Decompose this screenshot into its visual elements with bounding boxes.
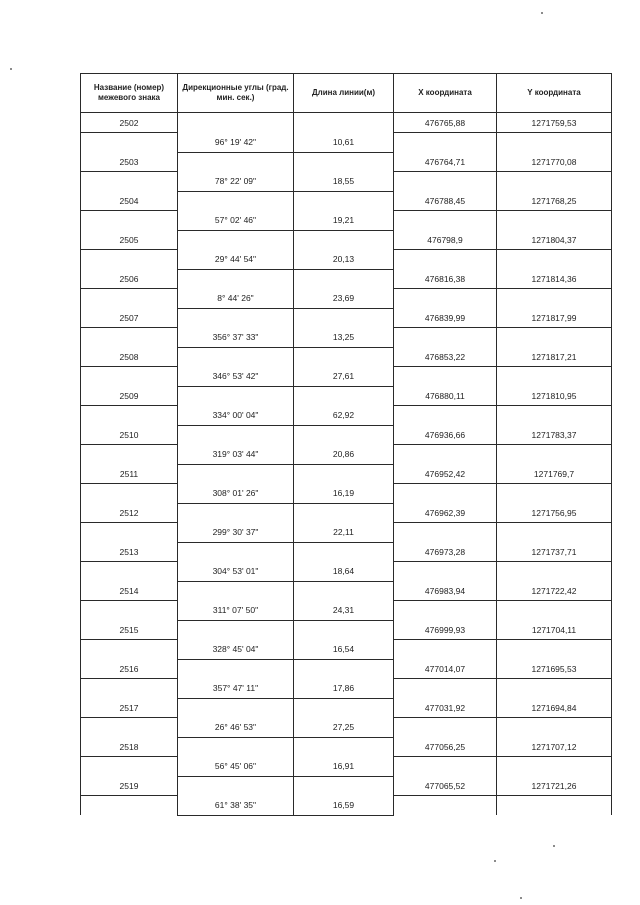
empty-cell: [81, 211, 178, 231]
empty-cell: [294, 464, 394, 484]
empty-cell: [394, 601, 497, 621]
empty-cell: [394, 406, 497, 426]
empty-cell: [81, 172, 178, 192]
empty-cell: [394, 211, 497, 231]
y-coordinate: 1271769,7: [497, 464, 612, 484]
segment-row: [81, 445, 612, 465]
point-row: [81, 308, 612, 328]
y-coordinate: 1271768,25: [497, 191, 612, 211]
segment-row: [81, 679, 612, 699]
point-row: [81, 230, 612, 250]
empty-cell: [178, 737, 294, 757]
x-coordinate: 476999,93: [394, 620, 497, 640]
x-coordinate: 476983,94: [394, 581, 497, 601]
segment-row: [81, 250, 612, 270]
empty-cell: [497, 406, 612, 426]
x-coordinate: 476973,28: [394, 542, 497, 562]
x-coordinate: 476853,22: [394, 347, 497, 367]
boundary-coordinates-table: [80, 73, 612, 816]
y-coordinate: 1271817,21: [497, 347, 612, 367]
header-line-length: Длина линии(м): [294, 74, 394, 113]
empty-cell: [178, 113, 294, 133]
empty-cell: [81, 289, 178, 309]
empty-cell: [178, 347, 294, 367]
empty-cell: [497, 718, 612, 738]
y-coordinate: 1271810,95: [497, 386, 612, 406]
segment-row: [81, 523, 612, 543]
header-direction-angle: Дирекционные углы (град. мин. сек.): [178, 74, 294, 113]
y-coordinate: 1271783,37: [497, 425, 612, 445]
y-coordinate: 1271814,36: [497, 269, 612, 289]
empty-cell: [178, 464, 294, 484]
direction-angle: 356° 37' 33": [178, 328, 294, 348]
segment-row: [81, 562, 612, 582]
line-length: 27,25: [294, 718, 394, 738]
empty-cell: [178, 503, 294, 523]
empty-cell: [394, 640, 497, 660]
header-row: [81, 74, 612, 113]
line-length: 16,91: [294, 757, 394, 777]
empty-cell: [497, 328, 612, 348]
empty-cell: [178, 776, 294, 796]
direction-angle: 96° 19' 42": [178, 133, 294, 153]
empty-cell: [178, 308, 294, 328]
line-length: 18,64: [294, 562, 394, 582]
empty-cell: [394, 718, 497, 738]
point-row: [81, 347, 612, 367]
header-point-name: Название (номер) межевого знака: [81, 74, 178, 113]
empty-cell: [81, 367, 178, 387]
segment-row: [81, 211, 612, 231]
empty-cell: [81, 445, 178, 465]
empty-cell: [81, 133, 178, 153]
scan-speck: [10, 68, 12, 70]
line-length: 19,21: [294, 211, 394, 231]
empty-cell: [497, 133, 612, 153]
empty-cell: [178, 620, 294, 640]
empty-cell: [394, 757, 497, 777]
empty-cell: [394, 484, 497, 504]
line-length: 16,19: [294, 484, 394, 504]
scan-speck: [494, 860, 496, 862]
segment-row: [81, 601, 612, 621]
empty-cell: [81, 718, 178, 738]
empty-cell: [294, 737, 394, 757]
x-coordinate: 476788,45: [394, 191, 497, 211]
line-length: 23,69: [294, 289, 394, 309]
empty-cell: [497, 211, 612, 231]
empty-cell: [178, 152, 294, 172]
point-row: [81, 503, 612, 523]
empty-cell: [81, 250, 178, 270]
point-row: [81, 698, 612, 718]
empty-cell: [294, 152, 394, 172]
x-coordinate: 477014,07: [394, 659, 497, 679]
empty-cell: [294, 581, 394, 601]
segment-row: [81, 718, 612, 738]
empty-cell: [81, 484, 178, 504]
point-name: 2505: [81, 230, 178, 250]
x-coordinate: 476880,11: [394, 386, 497, 406]
empty-cell: [81, 601, 178, 621]
empty-cell: [178, 659, 294, 679]
x-coordinate: 476952,42: [394, 464, 497, 484]
direction-angle: 346° 53' 42": [178, 367, 294, 387]
point-name: 2517: [81, 698, 178, 718]
empty-cell: [497, 523, 612, 543]
point-row: [81, 464, 612, 484]
direction-angle: 26° 46' 53": [178, 718, 294, 738]
empty-cell: [294, 308, 394, 328]
empty-cell: [497, 367, 612, 387]
y-coordinate: 1271704,11: [497, 620, 612, 640]
empty-cell: [394, 445, 497, 465]
segment-row: [81, 796, 612, 816]
empty-cell: [294, 347, 394, 367]
empty-cell: [178, 425, 294, 445]
point-name: 2508: [81, 347, 178, 367]
empty-cell: [294, 425, 394, 445]
point-name: 2506: [81, 269, 178, 289]
point-row: [81, 425, 612, 445]
line-length: 20,13: [294, 250, 394, 270]
point-name: 2518: [81, 737, 178, 757]
point-row: [81, 191, 612, 211]
direction-angle: 61° 38' 35": [178, 796, 294, 816]
empty-cell: [178, 698, 294, 718]
header-x-coordinate: X координата: [394, 74, 497, 113]
empty-cell: [294, 659, 394, 679]
empty-cell: [497, 757, 612, 777]
line-length: 20,86: [294, 445, 394, 465]
empty-cell: [294, 386, 394, 406]
segment-row: [81, 484, 612, 504]
segment-row: [81, 406, 612, 426]
direction-angle: 8° 44' 26": [178, 289, 294, 309]
point-row: [81, 581, 612, 601]
empty-cell: [294, 191, 394, 211]
segment-row: [81, 640, 612, 660]
y-coordinate: 1271770,08: [497, 152, 612, 172]
empty-cell: [81, 523, 178, 543]
empty-cell: [497, 562, 612, 582]
y-coordinate: 1271804,37: [497, 230, 612, 250]
empty-cell: [394, 796, 497, 816]
empty-cell: [81, 562, 178, 582]
empty-cell: [81, 679, 178, 699]
empty-cell: [497, 445, 612, 465]
segment-row: [81, 172, 612, 192]
x-coordinate: 476798,9: [394, 230, 497, 250]
scan-speck: [541, 12, 543, 14]
empty-cell: [394, 562, 497, 582]
point-name: 2504: [81, 191, 178, 211]
segment-row: [81, 757, 612, 777]
y-coordinate: 1271695,53: [497, 659, 612, 679]
point-row: [81, 386, 612, 406]
point-name: 2519: [81, 776, 178, 796]
empty-cell: [394, 523, 497, 543]
line-length: 18,55: [294, 172, 394, 192]
empty-cell: [497, 172, 612, 192]
point-row: [81, 659, 612, 679]
empty-cell: [178, 386, 294, 406]
point-name: 2507: [81, 308, 178, 328]
point-name: 2513: [81, 542, 178, 562]
empty-cell: [294, 230, 394, 250]
point-row: [81, 152, 612, 172]
empty-cell: [497, 601, 612, 621]
empty-cell: [294, 698, 394, 718]
direction-angle: 308° 01' 26": [178, 484, 294, 504]
line-length: 17,86: [294, 679, 394, 699]
empty-cell: [81, 328, 178, 348]
empty-cell: [394, 289, 497, 309]
line-length: 16,54: [294, 640, 394, 660]
y-coordinate: 1271756,95: [497, 503, 612, 523]
direction-angle: 56° 45' 06": [178, 757, 294, 777]
direction-angle: 29° 44' 54": [178, 250, 294, 270]
empty-cell: [81, 757, 178, 777]
point-name: 2511: [81, 464, 178, 484]
empty-cell: [178, 269, 294, 289]
point-row: [81, 113, 612, 133]
table-header: [81, 74, 612, 113]
direction-angle: 311° 07' 50": [178, 601, 294, 621]
direction-angle: 299° 30' 37": [178, 523, 294, 543]
empty-cell: [394, 250, 497, 270]
empty-cell: [294, 113, 394, 133]
empty-cell: [294, 503, 394, 523]
empty-cell: [497, 679, 612, 699]
line-length: 22,11: [294, 523, 394, 543]
x-coordinate: 477031,92: [394, 698, 497, 718]
empty-cell: [294, 620, 394, 640]
empty-cell: [178, 542, 294, 562]
empty-cell: [497, 289, 612, 309]
x-coordinate: 476839,99: [394, 308, 497, 328]
empty-cell: [394, 133, 497, 153]
empty-cell: [178, 191, 294, 211]
segment-row: [81, 133, 612, 153]
point-name: 2516: [81, 659, 178, 679]
point-row: [81, 737, 612, 757]
line-length: 24,31: [294, 601, 394, 621]
y-coordinate: 1271759,53: [497, 113, 612, 133]
point-row: [81, 776, 612, 796]
direction-angle: 78° 22' 09": [178, 172, 294, 192]
y-coordinate: 1271737,71: [497, 542, 612, 562]
y-coordinate: 1271817,99: [497, 308, 612, 328]
segment-row: [81, 328, 612, 348]
empty-cell: [394, 679, 497, 699]
direction-angle: 304° 53' 01": [178, 562, 294, 582]
x-coordinate: 477065,52: [394, 776, 497, 796]
empty-cell: [81, 796, 178, 816]
line-length: 62,92: [294, 406, 394, 426]
point-name: 2509: [81, 386, 178, 406]
empty-cell: [394, 367, 497, 387]
empty-cell: [81, 406, 178, 426]
y-coordinate: 1271722,42: [497, 581, 612, 601]
direction-angle: 328° 45' 04": [178, 640, 294, 660]
segment-row: [81, 289, 612, 309]
table-body: [81, 113, 612, 816]
header-y-coordinate: Y координата: [497, 74, 612, 113]
empty-cell: [497, 484, 612, 504]
empty-cell: [394, 328, 497, 348]
empty-cell: [294, 269, 394, 289]
empty-cell: [178, 581, 294, 601]
point-name: 2512: [81, 503, 178, 523]
empty-cell: [178, 230, 294, 250]
x-coordinate: 476816,38: [394, 269, 497, 289]
line-length: 16,59: [294, 796, 394, 816]
point-name: 2514: [81, 581, 178, 601]
scan-speck: [553, 845, 555, 847]
x-coordinate: 476765,88: [394, 113, 497, 133]
scan-speck: [520, 897, 522, 899]
empty-cell: [294, 542, 394, 562]
empty-cell: [294, 776, 394, 796]
y-coordinate: 1271694,84: [497, 698, 612, 718]
point-row: [81, 542, 612, 562]
empty-cell: [497, 796, 612, 816]
empty-cell: [394, 172, 497, 192]
direction-angle: 334° 00' 04": [178, 406, 294, 426]
point-name: 2515: [81, 620, 178, 640]
direction-angle: 57° 02' 46": [178, 211, 294, 231]
point-row: [81, 269, 612, 289]
point-name: 2502: [81, 113, 178, 133]
line-length: 27,61: [294, 367, 394, 387]
segment-row: [81, 367, 612, 387]
y-coordinate: 1271707,12: [497, 737, 612, 757]
point-name: 2503: [81, 152, 178, 172]
x-coordinate: 476936,66: [394, 425, 497, 445]
x-coordinate: 476764,71: [394, 152, 497, 172]
empty-cell: [497, 250, 612, 270]
y-coordinate: 1271721,26: [497, 776, 612, 796]
line-length: 13,25: [294, 328, 394, 348]
point-name: 2510: [81, 425, 178, 445]
x-coordinate: 476962,39: [394, 503, 497, 523]
line-length: 10,61: [294, 133, 394, 153]
empty-cell: [497, 640, 612, 660]
x-coordinate: 477056,25: [394, 737, 497, 757]
empty-cell: [81, 640, 178, 660]
direction-angle: 319° 03' 44": [178, 445, 294, 465]
direction-angle: 357° 47' 11": [178, 679, 294, 699]
point-row: [81, 620, 612, 640]
